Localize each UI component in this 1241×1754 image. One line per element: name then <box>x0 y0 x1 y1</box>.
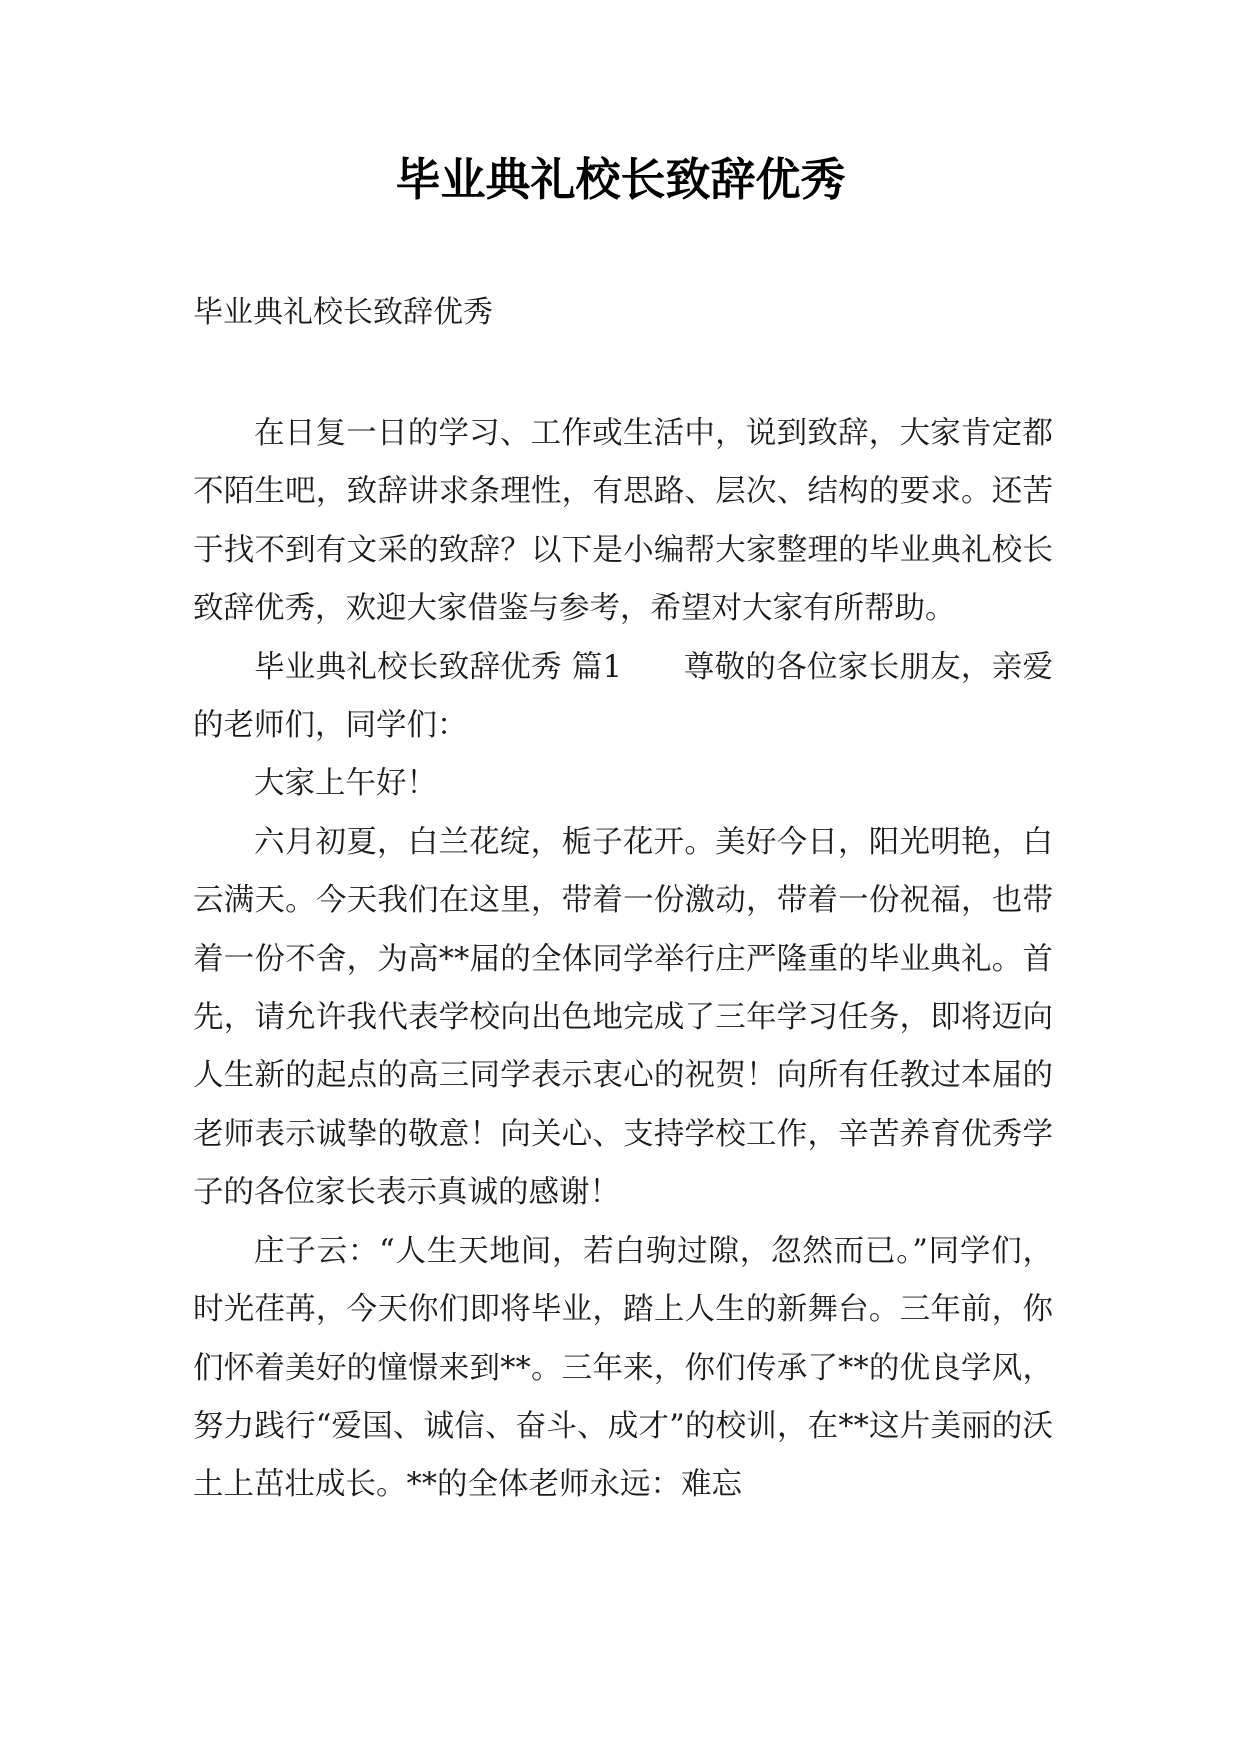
paragraph-june: 六月初夏，白兰花绽，栀子花开。美好今日，阳光明艳，白云满天。今天我们在这里，带着一份激动，带着一份祝福，也带着一份不舍，为高**届的全体同学举行庄严隆重的毕业典礼。首先，请允许我代表学校向出色地完成了三年学习任务，即将迈向人生新的起点的高三同学表示衷心的祝贺！向所有任教过本届的老师表示诚挚的敬意！向关心、支持学校工作，辛苦养育优秀学子的各位家长表示真诚的感谢！ <box>193 824 1053 1211</box>
paragraph-greeting: 大家上午好！ <box>254 766 437 802</box>
paragraph-intro: 在日复一日的学习、工作或生活中，说到致辞，大家肯定都不陌生吧，致辞讲求条理性，有思路、层次、结构的要求。还苦于找不到有文采的致辞？以下是小编帮大家整理的毕业典礼校长致辞优秀，欢迎大家借鉴与参考，希望对大家有所帮助。 <box>193 416 1053 627</box>
document-body <box>193 405 1053 1515</box>
paragraph-heading-1: 毕业典礼校长致辞优秀 篇1 尊敬的各位家长朋友，亲爱的老师们，同学们： <box>193 649 1053 744</box>
document-title: 毕业典礼校长致辞优秀 <box>395 153 846 206</box>
paragraph-zhuangzi: 庄子云：“人生天地间，若白驹过隙，忽然而已。”同学们，时光荏苒，今天你们即将毕业，踏上人生的新舞台。三年前，你们怀着美好的憧憬来到**。三年来，你们传承了**的优良学风，努力践行“爱国、诚信、奋斗、成才”的校训，在**这片美丽的沃土上茁壮成长。**的全体老师永远：难忘 <box>193 1233 1053 1503</box>
document-subtitle: 毕业典礼校长致辞优秀 <box>193 295 493 330</box>
